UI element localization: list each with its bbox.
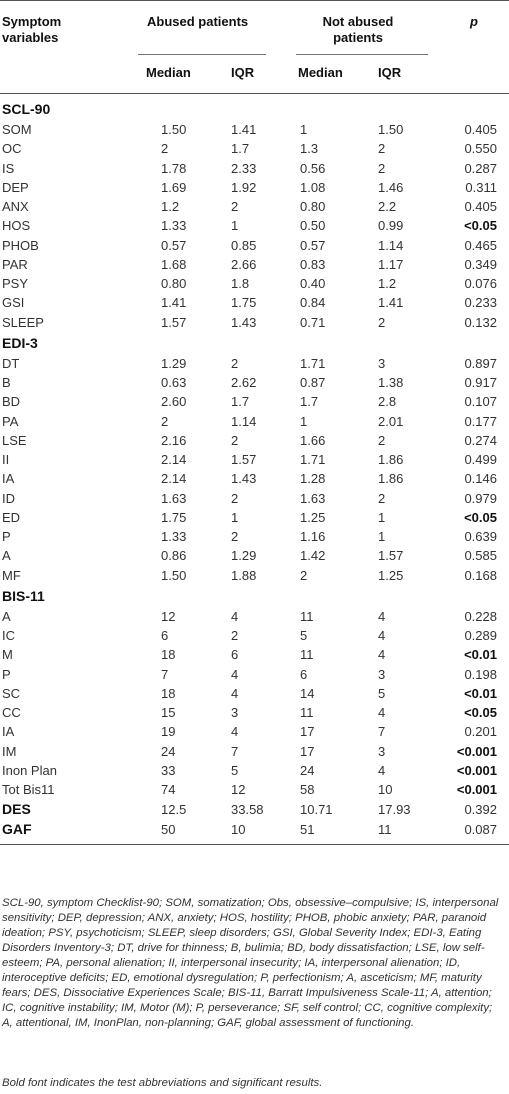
not-abused-median-cell: 0.87 bbox=[300, 375, 326, 390]
abused-median-cell: 1.57 bbox=[161, 314, 187, 330]
variable-cell: IS bbox=[2, 160, 15, 176]
abused-median-cell: 1.68 bbox=[161, 256, 187, 272]
not-abused-median-cell: 17 bbox=[300, 724, 315, 740]
variable-cell: GSI bbox=[2, 295, 25, 311]
not-abused-iqr-cell: 1.86 bbox=[378, 471, 404, 487]
not-abused-median-cell: 17 bbox=[300, 743, 315, 759]
not-abused-median-cell: 0.56 bbox=[300, 160, 326, 176]
variable-cell: M bbox=[2, 647, 13, 663]
p-value-cell: 0.228 bbox=[464, 608, 497, 624]
not-abused-median-cell: 11 bbox=[300, 608, 314, 624]
abused-iqr-cell: 1.8 bbox=[231, 276, 250, 291]
not-abused-iqr-cell: 0.99 bbox=[378, 218, 404, 234]
variable-cell: PA bbox=[2, 413, 19, 429]
variable-cell: II bbox=[2, 452, 10, 467]
not-abused-median-cell: 6 bbox=[300, 666, 308, 682]
abused-iqr-cell: 4 bbox=[231, 608, 239, 624]
table-row bbox=[0, 373, 509, 392]
abused-iqr-cell: 0.85 bbox=[231, 237, 257, 253]
abused-iqr-cell: 1.92 bbox=[231, 179, 257, 195]
table-row bbox=[0, 546, 509, 565]
not-abused-median-cell: 0.50 bbox=[300, 218, 326, 234]
table-row bbox=[0, 607, 509, 626]
p-value-cell: 0.392 bbox=[464, 802, 497, 818]
abused-iqr-cell: 1.7 bbox=[231, 394, 250, 410]
not-abused-iqr-cell: 1.38 bbox=[378, 375, 404, 390]
table-row bbox=[0, 566, 509, 585]
not-abused-iqr-cell: 1.25 bbox=[378, 567, 404, 583]
p-value-cell: <0.05 bbox=[464, 509, 497, 525]
abused-median-cell: 7 bbox=[161, 666, 169, 682]
variable-cell: OC bbox=[2, 141, 22, 157]
abused-iqr-cell: 1 bbox=[231, 218, 239, 234]
abused-median-cell: 1.50 bbox=[161, 567, 187, 583]
not-abused-iqr-cell: 1.14 bbox=[378, 237, 404, 253]
abused-median-cell: 1.75 bbox=[161, 509, 187, 525]
abused-median-cell: 18 bbox=[161, 647, 176, 663]
abused-iqr-cell: 6 bbox=[231, 647, 239, 663]
not-abused-iqr-cell: 2.8 bbox=[378, 394, 397, 410]
abused-median-cell: 2.14 bbox=[161, 471, 187, 487]
p-value-cell: 0.076 bbox=[464, 276, 497, 291]
not-abused-median-cell: 1.08 bbox=[300, 179, 326, 195]
variable-cell: MF bbox=[2, 567, 21, 583]
not-abused-median-cell: 14 bbox=[300, 685, 315, 701]
header-p-value: p bbox=[470, 14, 478, 29]
table-row bbox=[0, 159, 509, 178]
variable-cell: LSE bbox=[2, 432, 27, 448]
abused-median-cell: 50 bbox=[161, 821, 176, 837]
table-row bbox=[0, 178, 509, 197]
abused-iqr-cell: 2.33 bbox=[231, 160, 257, 176]
not-abused-median-cell: 0.83 bbox=[300, 256, 326, 272]
abused-median-cell: 15 bbox=[161, 705, 176, 720]
not-abused-median-cell: 51 bbox=[300, 821, 315, 837]
not-abused-median-cell: 0.57 bbox=[300, 237, 326, 253]
p-value-cell: 0.177 bbox=[464, 413, 497, 429]
variable-cell: CC bbox=[2, 705, 21, 720]
not-abused-iqr-cell: 2 bbox=[378, 490, 386, 506]
p-value-cell: 0.146 bbox=[464, 471, 497, 487]
table-row bbox=[0, 703, 509, 722]
p-value-cell: 0.289 bbox=[464, 628, 497, 643]
not-abused-iqr-cell: 5 bbox=[378, 685, 386, 701]
not-abused-iqr-cell: 1.2 bbox=[378, 276, 397, 291]
variable-cell: ID bbox=[2, 490, 15, 506]
variable-cell: ED bbox=[2, 509, 21, 525]
abused-iqr-cell: 4 bbox=[231, 666, 239, 682]
not-abused-iqr-cell: 1 bbox=[378, 529, 386, 544]
abused-median-cell: 1.33 bbox=[161, 529, 187, 544]
variable-cell: PSY bbox=[2, 276, 29, 291]
abused-iqr-cell: 1.14 bbox=[231, 413, 257, 429]
section-title: EDI-3 bbox=[2, 334, 38, 351]
not-abused-median-cell: 1.16 bbox=[300, 529, 326, 544]
abused-median-cell: 0.63 bbox=[161, 375, 187, 390]
table-row bbox=[0, 412, 509, 431]
not-abused-median-cell: 58 bbox=[300, 782, 315, 797]
p-value-cell: <0.01 bbox=[464, 647, 497, 663]
variable-cell: PAR bbox=[2, 256, 28, 272]
abused-median-cell: 12 bbox=[161, 608, 176, 624]
p-value-cell: 0.274 bbox=[464, 432, 497, 448]
table-row bbox=[0, 236, 509, 255]
variable-cell: Inon Plan bbox=[2, 762, 57, 778]
table-row bbox=[0, 761, 509, 780]
abused-median-cell: 1.69 bbox=[161, 179, 187, 195]
abused-median-cell: 0.57 bbox=[161, 237, 187, 253]
abused-iqr-cell: 1.57 bbox=[231, 452, 257, 467]
abused-median-cell: 1.29 bbox=[161, 355, 187, 371]
variable-cell: ANX bbox=[2, 199, 29, 214]
not-abused-iqr-cell: 2 bbox=[378, 141, 386, 157]
header-abused-iqr: IQR bbox=[231, 65, 255, 80]
not-abused-median-cell: 1.42 bbox=[300, 548, 326, 564]
not-abused-median-cell: 0.40 bbox=[300, 276, 326, 291]
variable-cell: IM bbox=[2, 743, 17, 759]
abused-median-cell: 1.50 bbox=[161, 122, 187, 137]
not-abused-median-cell: 10.71 bbox=[300, 802, 333, 818]
header-symptom-variables: Symptom variables bbox=[2, 14, 62, 45]
table-row bbox=[0, 450, 509, 469]
p-value-cell: 0.405 bbox=[464, 122, 497, 137]
variable-cell: DEP bbox=[2, 179, 29, 195]
variable-cell: GAF bbox=[2, 820, 32, 837]
p-value-cell: 0.087 bbox=[464, 821, 497, 837]
not-abused-iqr-cell: 11 bbox=[378, 821, 392, 837]
abused-median-cell: 12.5 bbox=[161, 802, 187, 818]
variable-cell: DES bbox=[2, 801, 31, 818]
section-title: SCL-90 bbox=[2, 101, 51, 117]
abused-iqr-cell: 2 bbox=[231, 529, 239, 544]
variable-cell: A bbox=[2, 608, 11, 624]
not-abused-iqr-cell: 7 bbox=[378, 724, 386, 740]
not-abused-iqr-cell: 3 bbox=[378, 743, 386, 759]
abused-iqr-cell: 3 bbox=[231, 705, 239, 720]
not-abused-iqr-cell: 1 bbox=[378, 509, 386, 525]
variable-cell: B bbox=[2, 375, 11, 390]
not-abused-iqr-cell: 4 bbox=[378, 647, 386, 663]
p-value-cell: 0.311 bbox=[465, 179, 497, 195]
p-value-cell: 0.405 bbox=[464, 199, 497, 214]
variable-cell: BD bbox=[2, 394, 21, 410]
footnote-bold-explanation: Bold font indicates the test abbreviations and significant results. bbox=[2, 1077, 323, 1089]
abused-median-cell: 2.16 bbox=[161, 432, 187, 448]
not-abused-median-cell: 1.63 bbox=[300, 490, 326, 506]
header-not-abused-iqr: IQR bbox=[378, 65, 402, 80]
table-row bbox=[0, 216, 509, 235]
not-abused-iqr-cell: 1.46 bbox=[378, 179, 404, 195]
not-abused-median-cell: 11 bbox=[300, 647, 314, 663]
not-abused-iqr-cell: 3 bbox=[378, 666, 386, 682]
variable-cell: IC bbox=[2, 628, 15, 643]
not-abused-iqr-cell: 1.50 bbox=[378, 122, 404, 137]
p-value-cell: <0.01 bbox=[464, 685, 497, 701]
header-not-abused-median: Median bbox=[298, 65, 343, 80]
abused-iqr-cell: 1 bbox=[231, 509, 239, 525]
abused-underline bbox=[138, 54, 266, 55]
not-abused-iqr-cell: 10 bbox=[378, 782, 393, 797]
not-abused-median-cell: 1 bbox=[300, 122, 308, 137]
table-row bbox=[0, 780, 509, 799]
p-value-cell: 0.917 bbox=[464, 375, 497, 390]
abused-median-cell: 2 bbox=[161, 141, 169, 157]
header-abused-median: Median bbox=[146, 65, 191, 80]
header-rule bbox=[0, 93, 509, 94]
not-abused-iqr-cell: 4 bbox=[378, 608, 386, 624]
p-value-cell: 0.639 bbox=[464, 529, 497, 544]
not-abused-median-cell: 1.66 bbox=[300, 432, 326, 448]
variable-cell: DT bbox=[2, 355, 20, 371]
abused-iqr-cell: 4 bbox=[231, 724, 239, 740]
abused-median-cell: 2 bbox=[161, 413, 169, 429]
abused-iqr-cell: 2 bbox=[231, 490, 239, 506]
variable-cell: PHOB bbox=[2, 237, 39, 253]
p-value-cell: 0.233 bbox=[464, 295, 497, 311]
not-abused-iqr-cell: 3 bbox=[378, 355, 386, 371]
abused-iqr-cell: 2 bbox=[231, 628, 239, 643]
table-row bbox=[0, 139, 509, 158]
header-abused-patients: Abused patients bbox=[147, 14, 249, 29]
abused-iqr-cell: 12 bbox=[231, 782, 246, 797]
variable-cell: P bbox=[2, 529, 11, 544]
not-abused-median-cell: 1.71 bbox=[300, 452, 326, 467]
p-value-cell: 0.897 bbox=[464, 355, 497, 371]
not-abused-median-cell: 1.25 bbox=[300, 509, 326, 525]
variable-cell: SLEEP bbox=[2, 314, 44, 330]
footnote: SCL-90, symptom Checklist-90; SOM, somatization; Obs, obsessive–compulsive; IS, interpersonal sensitivity; DEP, depression; ANX, anxiety; HOS, hostility; PHOB, phobic anxiety; PAR, paranoid ideation; PSY, psychoticism; SLEEP, sleep disorders; GSI, Global Severity Index; EDI-3, Eating Disorders Inventory-3; DT, drive for thinness; B, bulimia; BD, body dissatisfaction; LSE, low self-esteem; PA, personal alienation; II, interpersonal insecurity; IA, interpersonal alienation; ID, interoceptive deficits; ED, emotional dysregulation; P, perfectionism; A, asceticism; MF, maturity fears; DES, Dissociative Experiences Scale; BIS-11, Barratt Impulsiveness Scale-11; A, attention; IC, cognitive instability; IM, Motor (M); P, perseverance; SF, self control; CC, cognitive complexity; A, attentional, IM, InonPlan, non-planning; GAF, global assessment of functioning. bbox=[2, 897, 499, 1029]
abused-median-cell: 1.63 bbox=[161, 490, 187, 506]
abused-iqr-cell: 2 bbox=[231, 355, 239, 371]
section-title: BIS-11 bbox=[2, 587, 45, 604]
not-abused-median-cell: 0.80 bbox=[300, 199, 326, 214]
abused-median-cell: 0.86 bbox=[161, 548, 187, 564]
p-value-cell: 0.168 bbox=[464, 567, 497, 583]
not-abused-iqr-cell: 1.41 bbox=[378, 295, 404, 311]
variable-cell: IA bbox=[2, 471, 15, 487]
abused-median-cell: 0.80 bbox=[161, 276, 187, 291]
abused-iqr-cell: 33.58 bbox=[231, 802, 264, 818]
abused-iqr-cell: 1.43 bbox=[231, 471, 257, 487]
table-row bbox=[0, 800, 509, 819]
abused-median-cell: 2.60 bbox=[161, 394, 187, 410]
abused-iqr-cell: 1.7 bbox=[231, 141, 250, 157]
table-row bbox=[0, 197, 509, 216]
table-row bbox=[0, 274, 509, 293]
table-row bbox=[0, 820, 509, 839]
abused-iqr-cell: 1.43 bbox=[231, 314, 257, 330]
table-row bbox=[0, 742, 509, 761]
table-row bbox=[0, 293, 509, 312]
not-abused-iqr-cell: 4 bbox=[378, 762, 386, 778]
p-value-cell: 0.132 bbox=[464, 314, 497, 330]
variable-cell: Tot Bis11 bbox=[2, 782, 55, 797]
p-value-cell: 0.499 bbox=[464, 452, 497, 467]
abused-iqr-cell: 1.75 bbox=[231, 295, 257, 311]
not-abused-iqr-cell: 1.86 bbox=[378, 452, 404, 467]
p-value-cell: 0.550 bbox=[464, 141, 497, 157]
abused-median-cell: 1.41 bbox=[161, 295, 187, 311]
not-abused-median-cell: 24 bbox=[300, 762, 315, 778]
not-abused-iqr-cell: 4 bbox=[378, 628, 386, 643]
not-abused-underline bbox=[296, 54, 428, 55]
variable-cell: HOS bbox=[2, 218, 31, 234]
not-abused-iqr-cell: 1.57 bbox=[378, 548, 404, 564]
table-row bbox=[0, 665, 509, 684]
abused-iqr-cell: 2 bbox=[231, 199, 239, 214]
abused-iqr-cell: 2.62 bbox=[231, 375, 257, 390]
p-value-cell: 0.107 bbox=[464, 394, 497, 410]
p-value-cell: 0.349 bbox=[464, 256, 497, 272]
abused-median-cell: 74 bbox=[161, 782, 176, 797]
p-value-cell: 0.465 bbox=[464, 237, 497, 253]
table-row bbox=[0, 508, 509, 527]
table-row bbox=[0, 527, 509, 546]
not-abused-median-cell: 1.71 bbox=[300, 355, 326, 371]
not-abused-median-cell: 1.7 bbox=[300, 394, 319, 410]
abused-median-cell: 24 bbox=[161, 743, 176, 759]
p-value-cell: 0.198 bbox=[464, 666, 497, 682]
abused-median-cell: 6 bbox=[161, 628, 169, 643]
not-abused-iqr-cell: 2 bbox=[378, 160, 386, 176]
abused-median-cell: 1.78 bbox=[161, 160, 187, 176]
not-abused-iqr-cell: 1.17 bbox=[378, 256, 404, 272]
not-abused-median-cell: 2 bbox=[300, 567, 308, 583]
p-value-cell: 0.585 bbox=[464, 548, 497, 564]
abused-median-cell: 1.33 bbox=[161, 218, 187, 234]
abused-iqr-cell: 4 bbox=[231, 685, 239, 701]
table-row bbox=[0, 431, 509, 450]
abused-iqr-cell: 1.29 bbox=[231, 548, 257, 564]
table-row bbox=[0, 469, 509, 488]
variable-cell: SOM bbox=[2, 122, 32, 137]
table-row bbox=[0, 489, 509, 508]
p-value-cell: <0.05 bbox=[464, 705, 497, 720]
variable-cell: A bbox=[2, 548, 11, 564]
p-value-cell: <0.001 bbox=[456, 762, 497, 778]
abused-iqr-cell: 1.41 bbox=[231, 122, 257, 137]
abused-median-cell: 2.14 bbox=[161, 452, 187, 467]
not-abused-iqr-cell: 2 bbox=[378, 432, 386, 448]
not-abused-median-cell: 1.3 bbox=[300, 141, 319, 157]
p-value-cell: <0.05 bbox=[464, 218, 497, 234]
table-row bbox=[0, 392, 509, 411]
table-row bbox=[0, 255, 509, 274]
not-abused-median-cell: 1 bbox=[300, 413, 308, 429]
abused-iqr-cell: 2.66 bbox=[231, 256, 257, 272]
not-abused-iqr-cell: 2.2 bbox=[378, 199, 397, 214]
table-row bbox=[0, 626, 509, 645]
not-abused-iqr-cell: 4 bbox=[378, 705, 386, 720]
not-abused-iqr-cell: 2.01 bbox=[378, 413, 404, 429]
not-abused-median-cell: 0.71 bbox=[300, 314, 326, 330]
p-value-cell: 0.201 bbox=[464, 724, 497, 740]
not-abused-median-cell: 11 bbox=[300, 705, 314, 720]
not-abused-median-cell: 0.84 bbox=[300, 295, 326, 311]
table-row bbox=[0, 313, 509, 332]
p-value-cell: 0.287 bbox=[464, 160, 497, 176]
top-rule bbox=[0, 0, 509, 1]
abused-iqr-cell: 1.88 bbox=[231, 567, 257, 583]
table-row bbox=[0, 120, 509, 139]
not-abused-iqr-cell: 17.93 bbox=[378, 802, 411, 818]
p-value-cell: 0.979 bbox=[464, 490, 497, 506]
p-value-cell: <0.001 bbox=[456, 782, 497, 797]
not-abused-median-cell: 5 bbox=[300, 628, 308, 643]
not-abused-median-cell: 1.28 bbox=[300, 471, 326, 487]
abused-iqr-cell: 7 bbox=[231, 743, 239, 759]
header-not-abused-patients: Not abused patients bbox=[322, 14, 394, 45]
table-row bbox=[0, 354, 509, 373]
variable-cell: SC bbox=[2, 685, 21, 701]
variable-cell: P bbox=[2, 666, 11, 682]
abused-median-cell: 1.2 bbox=[161, 199, 180, 214]
table-row bbox=[0, 684, 509, 703]
variable-cell: IA bbox=[2, 724, 15, 740]
abused-median-cell: 33 bbox=[161, 762, 176, 778]
bottom-rule bbox=[0, 844, 509, 845]
abused-median-cell: 18 bbox=[161, 685, 176, 701]
table-row bbox=[0, 722, 509, 741]
table-row bbox=[0, 645, 509, 664]
not-abused-iqr-cell: 2 bbox=[378, 314, 386, 330]
abused-median-cell: 19 bbox=[161, 724, 176, 740]
abused-iqr-cell: 5 bbox=[231, 762, 239, 778]
abused-iqr-cell: 10 bbox=[231, 821, 246, 837]
abused-iqr-cell: 2 bbox=[231, 432, 239, 448]
p-value-cell: <0.001 bbox=[456, 743, 497, 759]
